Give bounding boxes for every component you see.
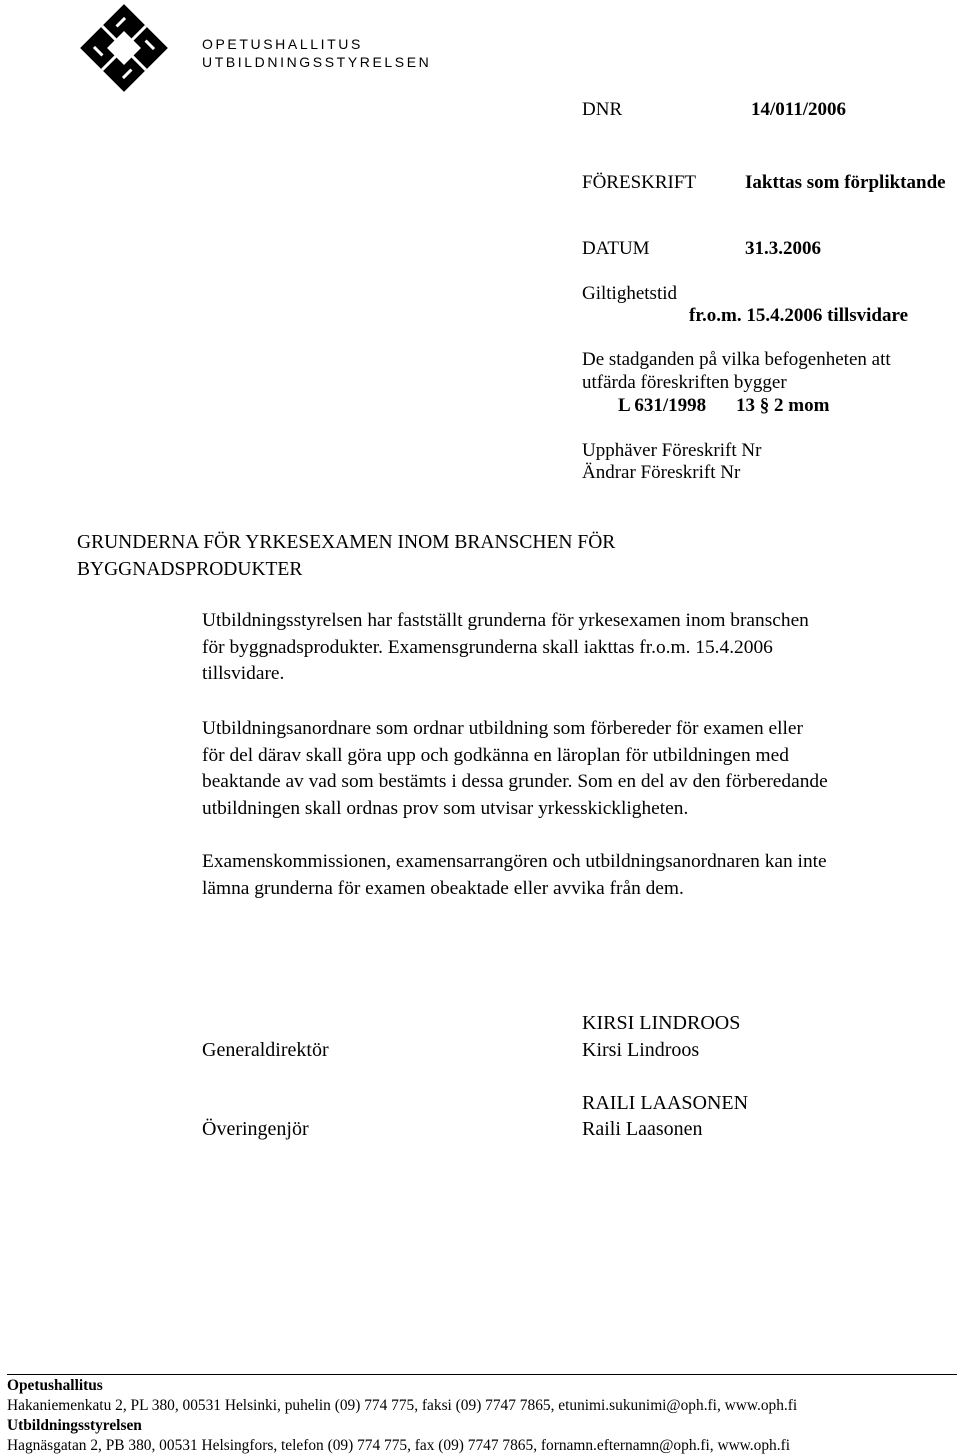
paragraph-3 bbox=[202, 849, 957, 902]
paragraph-1 bbox=[202, 608, 957, 688]
stadganden-law: L 631/1998 bbox=[618, 395, 707, 416]
signer2-name-caps: RAILI LAASONEN bbox=[582, 1092, 749, 1114]
giltighet-label: Giltighetstid bbox=[582, 283, 677, 304]
footer-org-finnish: Opetushallitus bbox=[7, 1377, 103, 1394]
stadganden-section: 13 § 2 mom bbox=[736, 395, 830, 416]
signer1-name: Kirsi Lindroos bbox=[582, 1039, 700, 1061]
datum-label: DATUM bbox=[582, 238, 650, 259]
footer-divider bbox=[7, 1374, 957, 1375]
paragraph-line: utbildningen skall ordnas prov som utvisar yrkesskickligheten. bbox=[202, 797, 689, 819]
paragraph-2 bbox=[202, 716, 957, 822]
paragraph-line: Utbildningsstyrelsen har fastställt grunderna för yrkesexamen inom branschen bbox=[202, 610, 809, 631]
paragraph-line: Utbildningsanordnare som ordnar utbildning som förbereder för examen eller bbox=[202, 718, 803, 739]
org-name-finnish: OPETUSHALLITUS bbox=[202, 36, 363, 52]
andrar: Ändrar Föreskrift Nr bbox=[582, 462, 741, 483]
upphaver: Upphäver Föreskrift Nr bbox=[582, 440, 762, 461]
paragraph-line: lämna grunderna för examen obeaktade eller avvika från dem. bbox=[202, 877, 684, 899]
paragraph-line: beaktande av vad som bestämts i dessa grunder. Som en del av den förberedande bbox=[202, 771, 828, 792]
signer2-name: Raili Laasonen bbox=[582, 1118, 703, 1140]
paragraph-line: för del därav skall göra upp och godkänna en läroplan för utbildningen med bbox=[202, 744, 789, 766]
paragraph-line: Examenskommissionen, examensarrangören och utbildningsanordnaren kan inte bbox=[202, 851, 827, 872]
signer1-role: Generaldirektör bbox=[202, 1039, 329, 1061]
signer2-role: Överingenjör bbox=[202, 1118, 309, 1140]
giltighet-value: fr.o.m. 15.4.2006 tillsvidare bbox=[689, 305, 909, 326]
paragraph-line: för byggnadsprodukter. Examensgrunderna skall iakttas fr.o.m. 15.4.2006 bbox=[202, 636, 773, 658]
document-title: GRUNDERNA FÖR YRKESEXAMEN INOM BRANSCHEN FÖR BYGGNADSPRODUKTER bbox=[77, 532, 616, 580]
signer1-name-caps: KIRSI LINDROOS bbox=[582, 1012, 741, 1034]
org-name-swedish: UTBILDNINGSSTYRELSEN bbox=[202, 54, 432, 70]
footer-org-swedish: Utbildningsstyrelsen bbox=[7, 1417, 142, 1434]
diamond-grid-logo-icon bbox=[78, 2, 170, 94]
footer-address-finnish: Hakaniemenkatu 2, PL 380, 00531 Helsinki, puhelin (09) 774 775, faksi (09) 7747 7865, etunimi.sukunimi@oph.fi, www.oph.fi bbox=[7, 1397, 798, 1414]
stadganden-line1: De stadganden på vilka befogenheten att bbox=[582, 349, 891, 370]
dnr-label: DNR bbox=[582, 99, 623, 120]
foreskrift-label: FÖRESKRIFT bbox=[582, 172, 697, 193]
dnr-value: 14/011/2006 bbox=[751, 99, 847, 120]
foreskrift-value: Iakttas som förpliktande bbox=[745, 172, 946, 193]
footer-address-swedish: Hagnäsgatan 2, PB 380, 00531 Helsingfors, telefon (09) 774 775, fax (09) 7747 7865, fornamn.efternamn@oph.fi, www.oph.fi bbox=[7, 1437, 790, 1454]
datum-value: 31.3.2006 bbox=[745, 238, 821, 259]
paragraph-line: tillsvidare. bbox=[202, 663, 285, 684]
stadganden-line2: utfärda föreskriften bygger bbox=[582, 372, 787, 393]
